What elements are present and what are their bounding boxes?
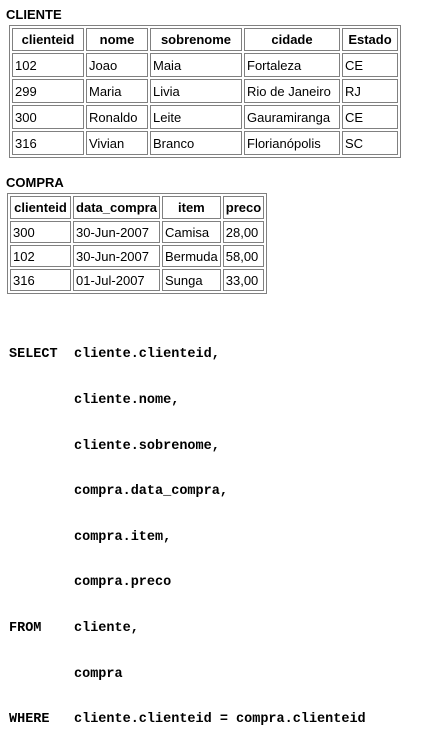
cell-nome: Ronaldo	[86, 105, 148, 129]
sql-line	[9, 712, 366, 727]
cliente-table-caption: CLIENTE	[6, 7, 62, 22]
cell-nome: Vivian	[86, 131, 148, 155]
sql-keyword: WHERE	[9, 712, 50, 728]
cliente-table	[9, 25, 401, 158]
sql-line	[9, 347, 366, 362]
column-header-item: item	[162, 196, 221, 219]
cell-clienteid: 316	[12, 131, 84, 155]
sql-keyword: SELECT	[9, 347, 58, 363]
cell-estado: CE	[342, 105, 398, 129]
cell-cidade: Rio de Janeiro	[244, 79, 340, 103]
sql-clause: cliente.sobrenome,	[74, 438, 220, 454]
cell-estado: RJ	[342, 79, 398, 103]
table-row	[12, 53, 398, 77]
sql-clause: cliente.clienteid = compra.clienteid	[74, 712, 366, 728]
sql-line	[9, 484, 366, 499]
cell-clienteid: 300	[12, 105, 84, 129]
table-row	[12, 79, 398, 103]
cell-sobrenome: Livia	[150, 79, 242, 103]
cell-preco: 33,00	[223, 269, 264, 291]
cell-preco: 58,00	[223, 245, 264, 267]
table-row	[10, 269, 264, 291]
column-header-clienteid: clienteid	[12, 28, 84, 51]
sql-line	[9, 530, 366, 545]
cell-sobrenome: Maia	[150, 53, 242, 77]
column-header-data-compra: data_compra	[73, 196, 160, 219]
sql-line	[9, 575, 366, 590]
table-row	[10, 245, 264, 267]
cell-cidade: Fortaleza	[244, 53, 340, 77]
sql-line	[9, 393, 366, 408]
sql-line	[9, 621, 366, 636]
sql-clause: compra.data_compra,	[74, 484, 228, 500]
sql-clause: cliente,	[74, 620, 139, 636]
column-header-nome: nome	[86, 28, 148, 51]
cell-nome: Maria	[86, 79, 148, 103]
sql-keyword: FROM	[9, 620, 42, 636]
cell-nome: Joao	[86, 53, 148, 77]
sql-query	[9, 317, 366, 743]
cell-item: Camisa	[162, 221, 221, 243]
table-header-row	[12, 28, 398, 51]
cell-clienteid: 102	[12, 53, 84, 77]
column-header-sobrenome: sobrenome	[150, 28, 242, 51]
compra-table	[7, 193, 267, 294]
sql-clause: compra	[74, 666, 123, 682]
cell-sobrenome: Leite	[150, 105, 242, 129]
table-row	[12, 105, 398, 129]
cell-cidade: Gauramiranga	[244, 105, 340, 129]
cell-item: Sunga	[162, 269, 221, 291]
sql-line	[9, 439, 366, 454]
cell-clienteid: 299	[12, 79, 84, 103]
cell-data-compra: 30-Jun-2007	[73, 221, 160, 243]
sql-clause: cliente.nome,	[74, 393, 180, 408]
table-row	[10, 221, 264, 243]
cell-clienteid: 316	[10, 269, 71, 291]
cell-data-compra: 30-Jun-2007	[73, 245, 160, 267]
sql-clause: compra.preco	[74, 575, 172, 591]
cell-sobrenome: Branco	[150, 131, 242, 155]
column-header-preco: preco	[223, 196, 264, 219]
column-header-clienteid: clienteid	[10, 196, 71, 219]
cell-data-compra: 01-Jul-2007	[73, 269, 160, 291]
cell-cidade: Florianópolis	[244, 131, 340, 155]
cell-clienteid: 300	[10, 221, 71, 243]
cell-preco: 28,00	[223, 221, 264, 243]
compra-table-caption: COMPRA	[6, 175, 64, 190]
table-header-row	[10, 196, 264, 219]
column-header-cidade: cidade	[244, 28, 340, 51]
cell-item: Bermuda	[162, 245, 221, 267]
sql-clause: compra.item,	[74, 529, 172, 545]
table-row	[12, 131, 398, 155]
cell-estado: CE	[342, 53, 398, 77]
cell-estado: SC	[342, 131, 398, 155]
cell-clienteid: 102	[10, 245, 71, 267]
sql-line	[9, 667, 366, 682]
column-header-estado: Estado	[342, 28, 398, 51]
sql-clause: cliente.clienteid,	[74, 347, 220, 363]
